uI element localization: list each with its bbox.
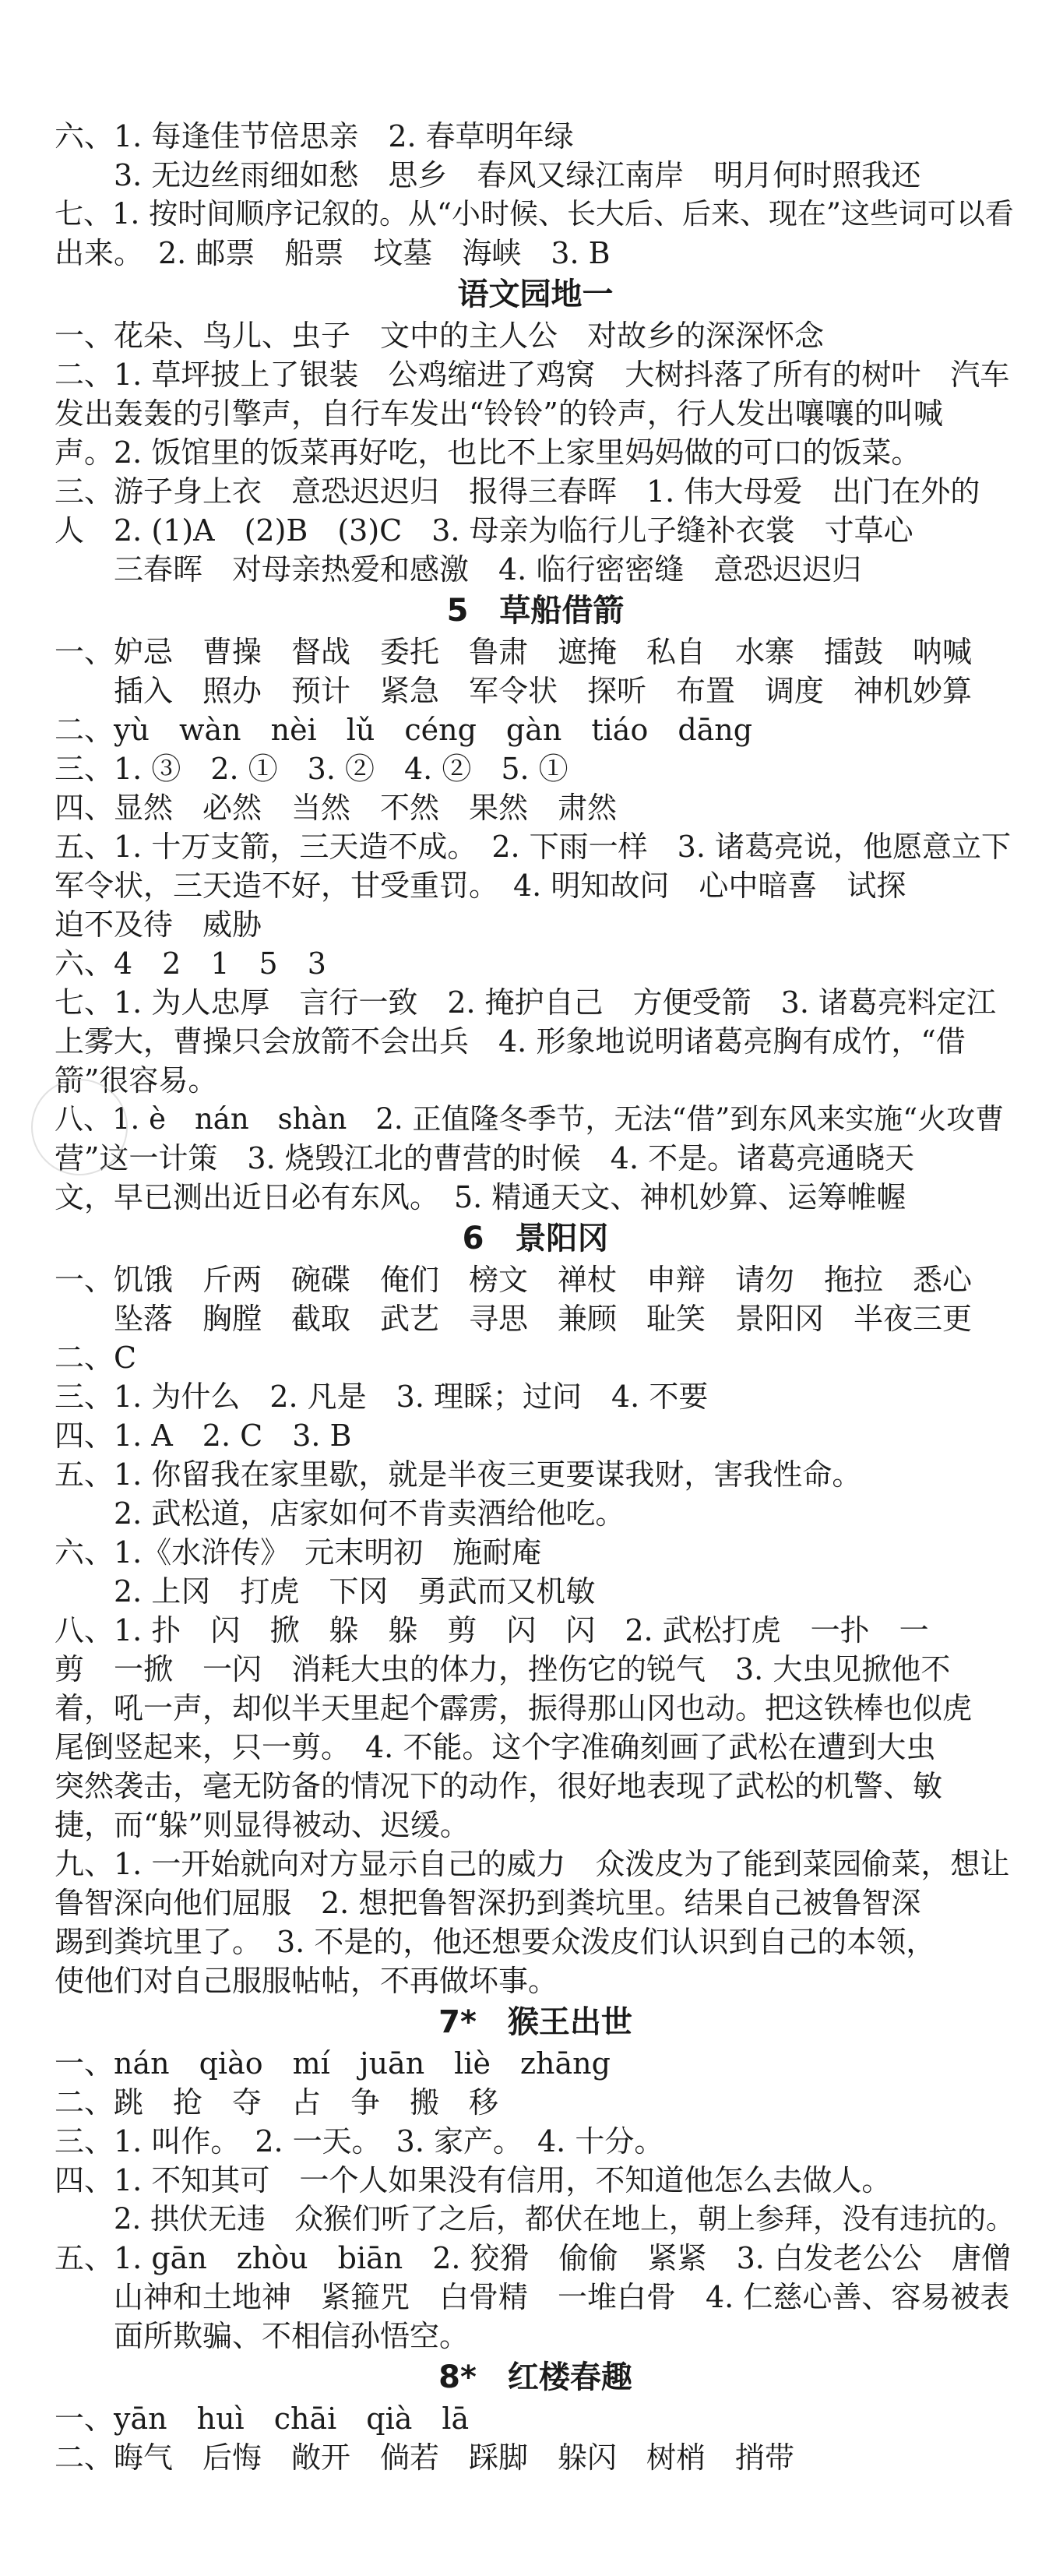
answer-line: 营”这一计策 3. 烧毁江北的曹营的时候 4. 不是。诸葛亮通晓天: [55, 1141, 915, 1175]
answer-line: 着，吼一声，却似半天里起个霹雳，振得那山冈也动。把这铁棒也似虎: [55, 1691, 973, 1725]
answer-line: 二、晦气 后悔 敞开 倘若 踩脚 躲闪 树梢 捎带: [55, 2440, 795, 2475]
answer-line: 三、1. 叫作。 2. 一天。 3. 家产。 4. 十分。: [55, 2124, 664, 2158]
answer-line: 四、1. 不知其可 一个人如果没有信用，不知道他怎么去做人。: [55, 2163, 892, 2197]
answer-line: 文，早已测出近日必有东风。 5. 精通天文、神机妙算、运筹帷幄: [55, 1180, 906, 1214]
answer-line: 三、1. 为什么 2. 凡是 3. 理睬；过问 4. 不要: [55, 1380, 709, 1414]
answer-line: 八、1. 扑 闪 掀 躲 躲 剪 闪 闪 2. 武松打虎 一扑 一: [55, 1613, 929, 1647]
answer-line: 八、1. è nán shàn 2. 正值隆冬季节，无法“借”到东风来实施“火攻曹: [55, 1102, 1005, 1136]
answer-line: 面所欺骗、不相信孙悟空。: [114, 2319, 470, 2353]
answer-line: 三、游子身上衣 意恐迟迟归 报得三春晖 1. 伟大母爱 出门在外的: [55, 474, 980, 509]
answer-line: 发出轰轰的引擎声，自行车发出“铃铃”的铃声，行人发出嚷嚷的叫喊: [55, 396, 943, 431]
answer-line: 出来。 2. 邮票 船票 坟墓 海峡 3. B: [55, 236, 611, 270]
answer-line: 插入 照办 预计 紧急 军令状 探听 布置 调度 神机妙算: [114, 674, 973, 708]
answer-line: 箭”很容易。: [55, 1063, 218, 1098]
answer-line: 四、1. A 2. C 3. B: [55, 1418, 352, 1453]
answer-line: 五、1. gān zhòu biān 2. 狡猾 偷偷 紧紧 3. 白发老公公 唐僧: [55, 2241, 1011, 2275]
answer-line: 2. 拱伏无违 众猴们听了之后，都伏在地上，朝上参拜，没有违抗的。: [114, 2202, 1015, 2236]
answer-line: 六、1. 每逢佳节倍思亲 2. 春草明年绿: [55, 119, 574, 153]
answer-line: 山神和土地神 紧箍咒 白骨精 一堆白骨 4. 仁慈心善、容易被表: [114, 2280, 1010, 2314]
answer-line: 2. 上冈 打虎 下冈 勇武而又机敏: [114, 1574, 596, 1609]
answer-line: 五、1. 你留我在家里歇，就是半夜三更要谋我财，害我性命。: [55, 1457, 862, 1492]
answer-line: 使他们对自己服服帖帖，不再做坏事。: [55, 1964, 558, 1998]
answer-line: 2. 武松道，店家如何不肯卖酒给他吃。: [114, 1496, 625, 1531]
answer-line: 一、妒忌 曹操 督战 委托 鲁肃 遮掩 私自 水寨 擂鼓 呐喊: [55, 635, 973, 669]
answer-line: 四、显然 必然 当然 不然 果然 肃然: [55, 791, 618, 825]
answer-line: 一、花朵、鸟儿、虫子 文中的主人公 对故乡的深深怀念: [55, 319, 825, 353]
answer-line: 二、1. 草坪披上了银装 公鸡缩进了鸡窝 大树抖落了所有的树叶 汽车: [55, 358, 1010, 392]
answer-line: 坠落 胸膛 截取 武艺 寻思 兼顾 耻笑 景阳冈 半夜三更: [114, 1302, 973, 1336]
answer-line: 六、4 2 1 5 3: [55, 946, 326, 981]
answer-line: 九、1. 一开始就向对方显示自己的威力 众泼皮为了能到菜园偷菜，想让: [55, 1847, 1010, 1881]
answer-line: 鲁智深向他们屈服 2. 想把鲁智深扔到粪坑里。结果自己被鲁智深: [55, 1886, 921, 1920]
answer-line: 二、C: [55, 1341, 137, 1375]
answer-line: 三、1. ③ 2. ① 3. ② 4. ② 5. ①: [55, 752, 568, 786]
answer-line: 剪 一掀 一闪 消耗大虫的体力，挫伤它的锐气 3. 大虫见掀他不: [55, 1652, 951, 1686]
answer-line: 3. 无边丝雨细如愁 思乡 春风又绿江南岸 明月何时照我还: [114, 158, 921, 192]
section-heading: 8* 红楼春趣: [438, 2359, 632, 2395]
answer-line: 七、1. 为人忠厚 言行一致 2. 掩护自己 方便受箭 3. 诸葛亮料定江: [55, 985, 997, 1020]
answer-line: 踢到粪坑里了。 3. 不是的，他还想要众泼皮们认识到自己的本领，: [55, 1925, 936, 1959]
answer-line: 突然袭击，毫无防备的情况下的动作，很好地表现了武松的机警、敏: [55, 1769, 943, 1803]
answer-line: 三春晖 对母亲热爱和感激 4. 临行密密缝 意恐迟迟归: [114, 552, 862, 587]
answer-line: 一、nán qiào mí juān liè zhāng: [55, 2046, 611, 2081]
answer-line: 迫不及待 威胁: [55, 907, 262, 942]
answer-content: [55, 117, 1016, 2477]
answer-line: 声。2. 饭馆里的饭菜再好吃，也比不上家里妈妈做的可口的饭菜。: [55, 435, 921, 470]
section-heading: 6 景阳冈: [462, 1221, 609, 1256]
answer-line: 一、饥饿 斤两 碗碟 俺们 榜文 禅杖 申辩 请勿 拖拉 悉心: [55, 1263, 973, 1297]
answer-line: 七、1. 按时间顺序记叙的。从“小时候、长大后、后来、现在”这些词可以看: [55, 197, 1014, 231]
section-heading: 语文园地一: [457, 277, 614, 312]
answer-line: 捷，而“躲”则显得被动、迟缓。: [55, 1808, 470, 1842]
section-heading: 5 草船借箭: [446, 593, 625, 629]
watermark-stamp: [31, 1079, 128, 1175]
answer-line: 五、1. 十万支箭，三天造不成。 2. 下雨一样 3. 诸葛亮说，他愿意立下: [55, 830, 1012, 864]
section-heading: 7* 猴王出世: [438, 2004, 632, 2040]
answer-line: 六、1.《水浒传》 元末明初 施耐庵: [55, 1535, 542, 1570]
answer-line: 二、yù wàn nèi lǔ céng gàn tiáo dāng: [55, 713, 753, 747]
answer-line: 一、yān huì chāi qià lā: [55, 2402, 470, 2436]
answer-line: 人 2. (1)A (2)B (3)C 3. 母亲为临行儿子缝补衣裳 寸草心: [55, 513, 913, 548]
answer-line: 尾倒竖起来，只一剪。 4. 不能。这个字准确刻画了武松在遭到大虫: [55, 1730, 936, 1764]
answer-line: 上雾大，曹操只会放箭不会出兵 4. 形象地说明诸葛亮胸有成竹，“借: [55, 1024, 966, 1059]
answer-line: 军令状，三天造不好，甘受重罚。 4. 明知故问 心中暗喜 试探: [55, 869, 906, 903]
answer-line: 二、跳 抢 夺 占 争 搬 移: [55, 2085, 499, 2120]
